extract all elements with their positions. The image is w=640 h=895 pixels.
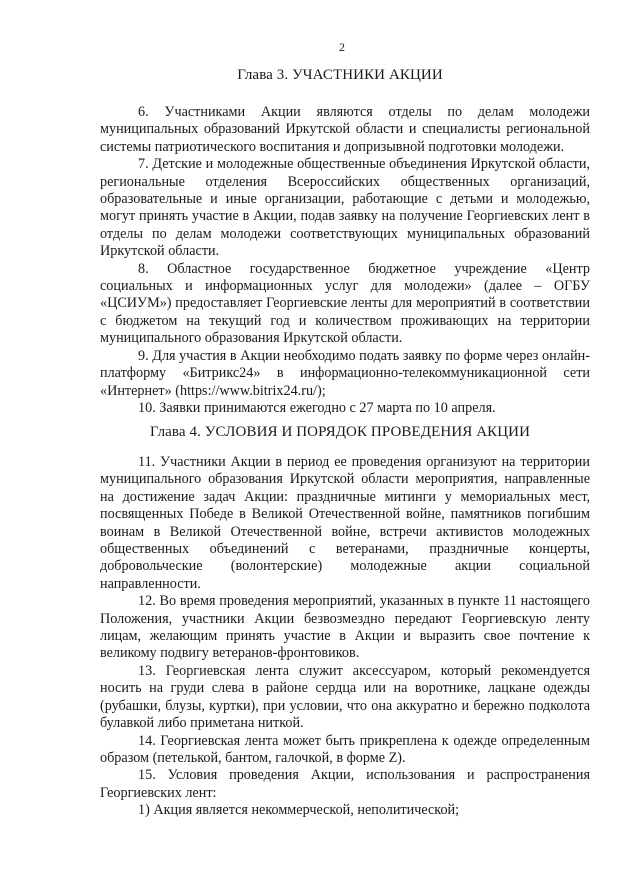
paragraph-15: 15. Условия проведения Акции, использования и распространения Георгиевских лент: (100, 767, 590, 801)
chapter-4-body (100, 454, 590, 820)
page-number: 2 (339, 40, 345, 54)
paragraph-10: 10. Заявки принимаются ежегодно с 27 марта по 10 апреля. (138, 399, 496, 416)
paragraph-8: 8. Областное государственное бюджетное учреждение «Центр социальных и информационных услуг для молодежи» (далее – ОГБУ «ЦСИУМ») предоставляет Георгиевские ленты для мероприятий в соответствии с бюджетом на текущий год и количеством проживающих на территории муниципального образования Иркутской области. (100, 260, 590, 347)
chapter-3-body (100, 104, 590, 417)
chapter-4-heading: Глава 4. УСЛОВИЯ И ПОРЯДОК ПРОВЕДЕНИЯ АКЦИИ (149, 424, 531, 440)
paragraph-11: 11. Участники Акции в период ее проведения организуют на территории муниципального образования Иркутской области мероприятия, направленные на достижение задач Акции: праздничные митинги у мемориальных мест, посвященных Победе в Великой Отечественной войне, памятников погибшим воинам в Великой Отечественной войне, встречи активистов молодежных общественных объединений с ветеранами, праздничные концерты, добровольческие (волонтерские) молодежные акции социальной направленности. (100, 454, 590, 592)
paragraph-15-item-1: 1) Акция является некоммерческой, неполитической; (138, 802, 460, 819)
paragraph-13: 13. Георгиевская лента служит аксессуаром, который рекомендуется носить на груди слева в районе сердца или на воротнике, лацкане одежды (рубашки, блузы, куртки), при условии, что она аккуратно и бережно подколота булавкой либо приметана ниткой. (100, 662, 590, 732)
paragraph-9: 9. Для участия в Акции необходимо подать заявку по форме через онлайн-платформу «Битрикс24» в информационно-телекоммуникационной сети «Интернет» (https://www.bitrix24.ru/); (100, 347, 590, 399)
paragraph-12: 12. Во время проведения мероприятий, указанных в пункте 11 настоящего Положения, участники Акции безвозмездно передают Георгиевскую ленту лицам, желающим принять участие в Акции и выразить свое почтение к великому подвигу ветеранов-фронтовиков. (100, 593, 590, 662)
paragraph-7: 7. Детские и молодежные общественные объединения Иркутской области, региональные отделения Всероссийских общественных организаций, образовательные и иные организации, работающие с детьми и молодежью, могут принять участие в Акции, подав заявку на получение Георгиевских лент в отделы по делам молодежи соответствующих муниципальных образований Иркутской области. (100, 156, 590, 260)
paragraph-6: 6. Участниками Акции являются отделы по делам молодежи муниципальных образований Иркутской области и специалисты региональной системы патриотического воспитания и допризывной подготовки молодежи. (100, 104, 590, 155)
chapter-3-heading: Глава 3. УЧАСТНИКИ АКЦИИ (237, 67, 443, 83)
paragraph-14: 14. Георгиевская лента может быть прикреплена к одежде определенным образом (петелькой, бантом, галочкой, в форме Z). (100, 732, 590, 766)
